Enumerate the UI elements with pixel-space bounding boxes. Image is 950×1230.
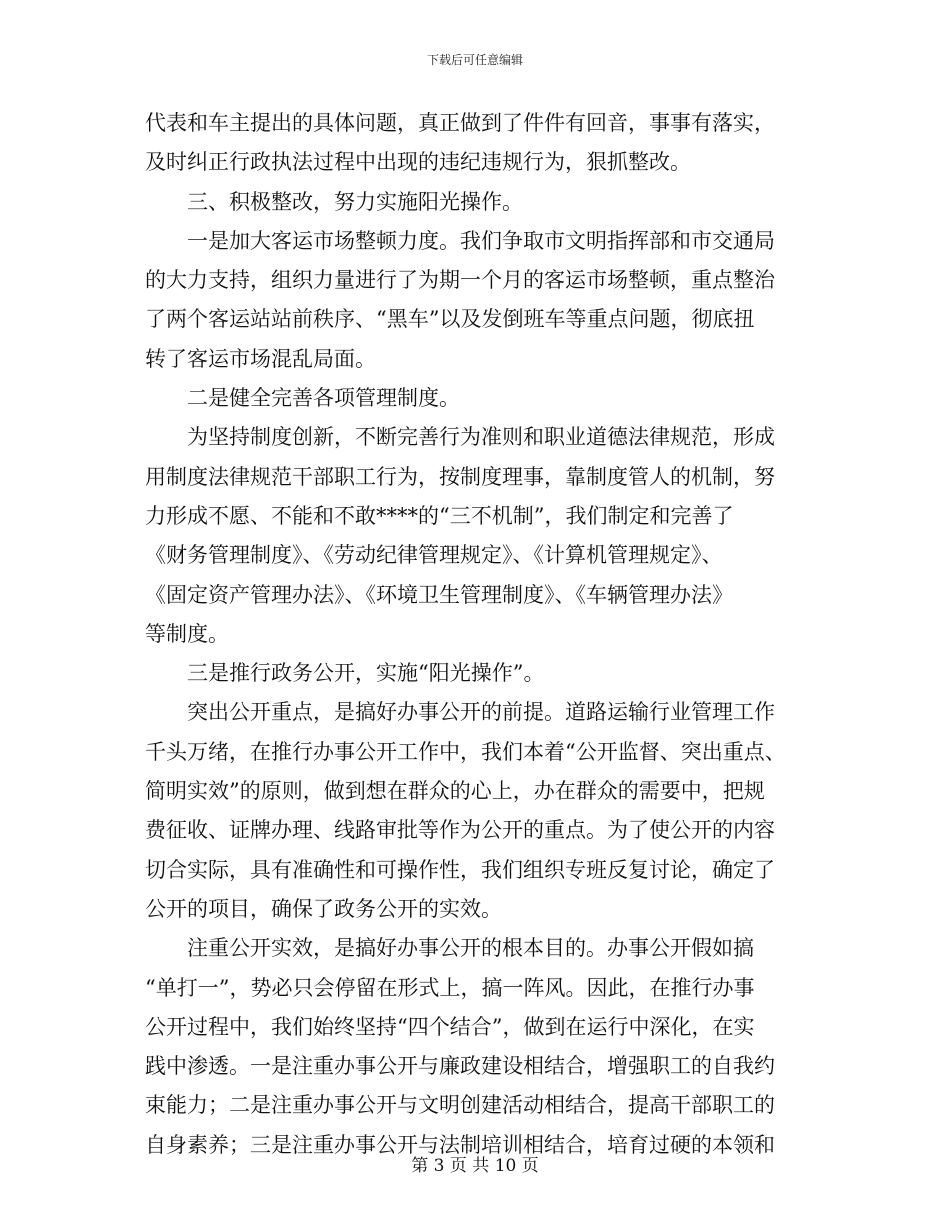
text-line: 三、积极整改，努力实施阳光操作。	[187, 189, 523, 214]
text-line: 注重公开实效，是搞好办事公开的根本目的。办事公开假如搞	[187, 936, 754, 961]
text-line: 了两个客运站站前秩序、“黑车”以及发倒班车等重点问题，彻底扭	[145, 307, 755, 332]
text-line: 用制度法律规范干部职工行为，按制度理事，靠制度管人的机制，努	[145, 464, 775, 489]
text-line: 束能力；二是注重办事公开与文明创建活动相结合，提高干部职工的	[145, 1093, 775, 1118]
page-header: 下载后可任意编辑	[426, 53, 523, 67]
text-line: 转了客运市场混乱局面。	[145, 346, 376, 371]
document-body	[145, 104, 805, 1165]
text-line: 的大力支持，组织力量进行了为期一个月的客运市场整顿，重点整治	[145, 268, 775, 293]
text-line: 费征收、证牌办理、线路审批等作为公开的重点。为了使公开的内容	[145, 818, 775, 843]
text-line: 力形成不愿、不能和不敢****的“三不机制”，我们制定和完善了	[145, 503, 734, 528]
text-line: 及时纠正行政执法过程中出现的违纪违规行为，狠抓整改。	[145, 150, 691, 175]
text-line: 等制度。	[145, 621, 229, 646]
text-line: 代表和车主提出的具体问题，真正做到了件件有回音，事事有落实，	[145, 111, 775, 135]
text-line: 切合实际，具有准确性和可操作性，我们组织专班反复讨论，确定了	[145, 857, 775, 882]
text-line: 《固定资产管理办法》、《环境卫生管理制度》、《车辆管理办法》	[145, 582, 733, 607]
text-line: 二是健全完善各项管理制度。	[187, 386, 460, 411]
text-line: “单打一”，势必只会停留在形式上，搞一阵风。因此，在推行办事	[145, 975, 755, 1000]
text-line: 一是加大客运市场整顿力度。我们争取市文明指挥部和市交通局	[187, 228, 775, 253]
text-line: 为坚持制度创新，不断完善行为准则和职业道德法律规范，形成	[187, 425, 775, 450]
text-line: 自身素养；三是注重办事公开与法制培训相结合，培育过硬的本领和	[145, 1132, 775, 1157]
page-number-footer: 第 3 页 共 10 页	[411, 1156, 539, 1176]
text-line: 突出公开重点，是搞好办事公开的前提。道路运输行业管理工作	[187, 700, 775, 725]
text-line: 千头万绪，在推行办事公开工作中，我们本着“公开监督、突出重点、	[145, 739, 786, 764]
text-line: 《财务管理制度》、《劳动纪律管理规定》、《计算机管理规定》、	[145, 543, 723, 568]
text-line: 公开过程中，我们始终坚持“四个结合”，做到在运行中深化，在实	[145, 1014, 755, 1039]
text-line: 公开的项目，确保了政务公开的实效。	[145, 896, 502, 921]
text-line: 简明实效”的原则，做到想在群众的心上，办在群众的需要中，把规	[145, 779, 765, 804]
text-line: 践中渗透。一是注重办事公开与廉政建设相结合，增强职工的自我约	[145, 1054, 775, 1079]
text-line: 三是推行政务公开，实施“阳光操作”。	[187, 661, 545, 686]
